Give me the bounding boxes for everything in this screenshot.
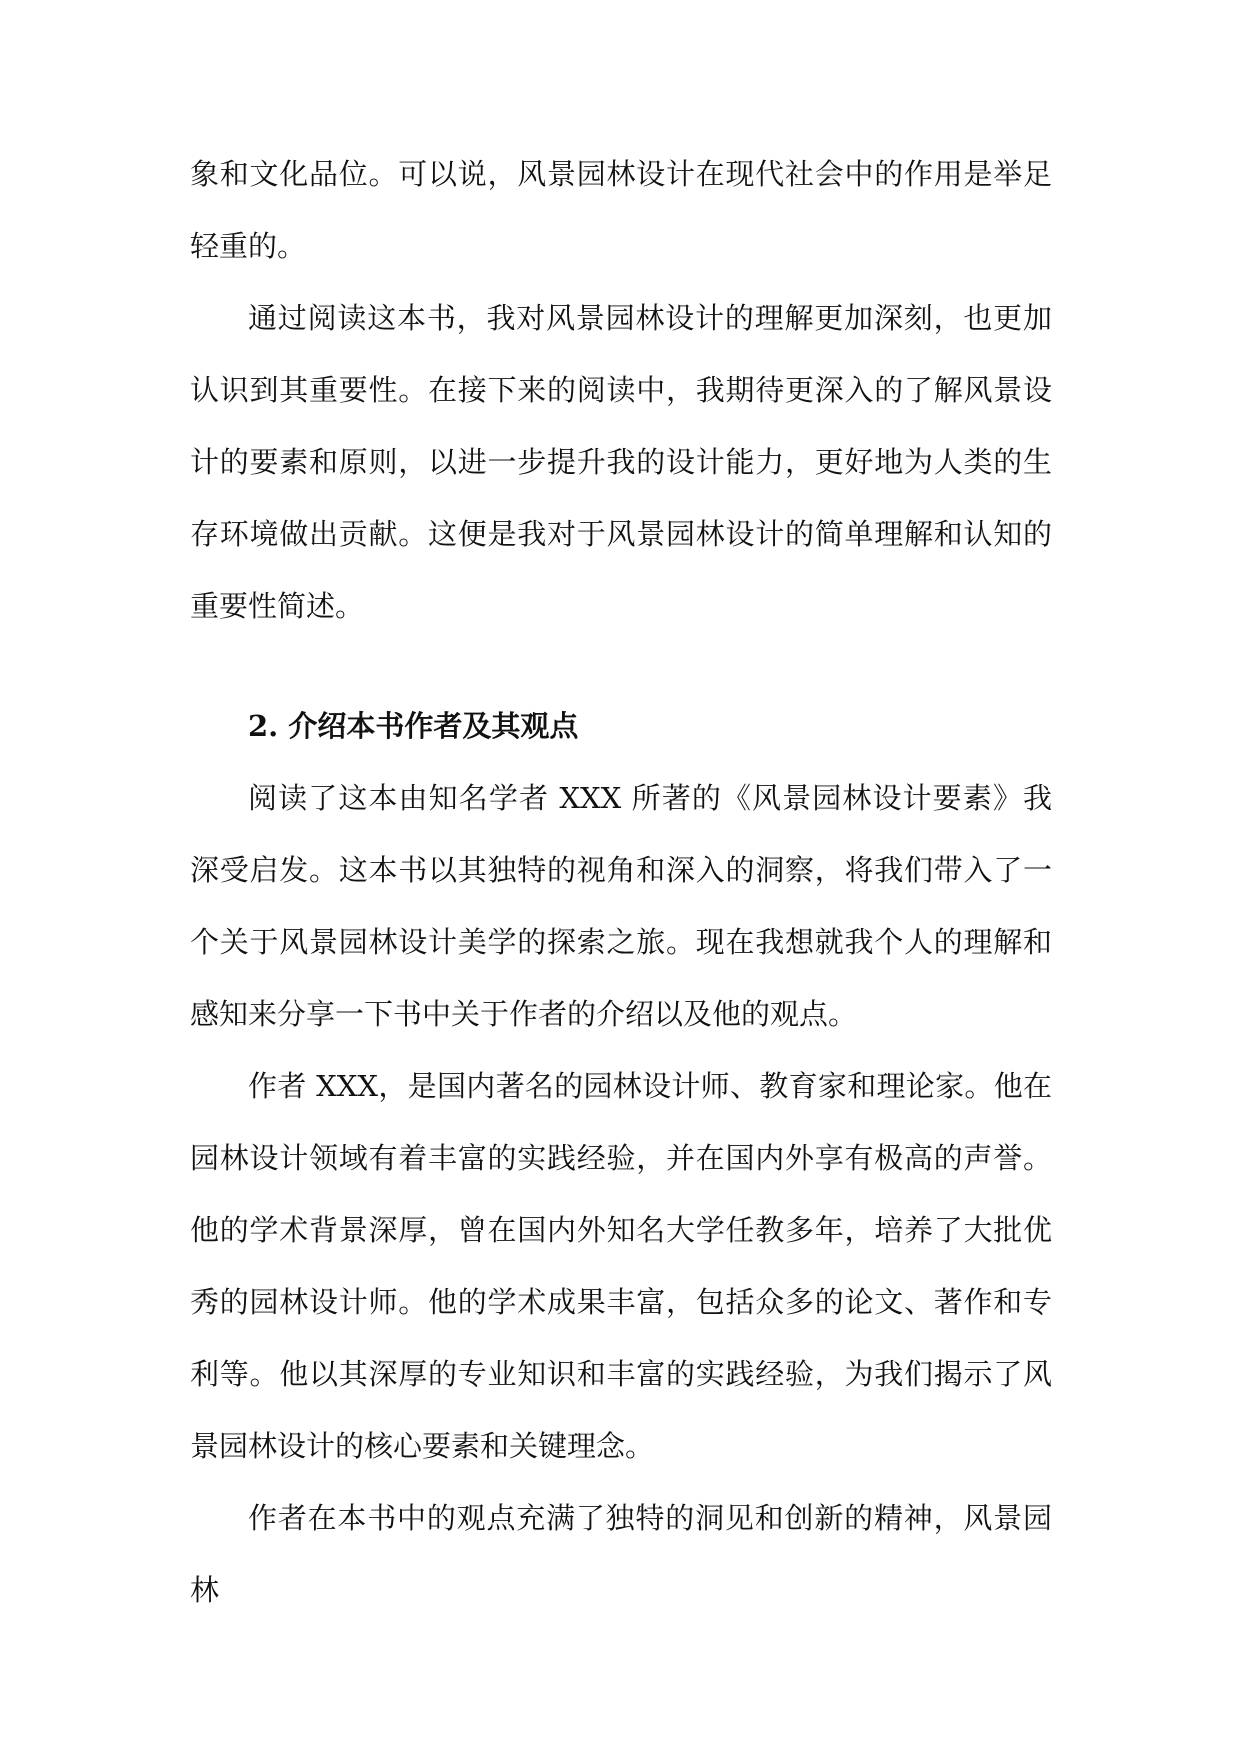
paragraph-author-bio: 作者 XXX，是国内著名的园林设计师、教育家和理论家。他在园林设计领域有着丰富的实践经验，并在国内外享有极高的声誉。他的学术背景深厚，曾在国内外知名大学任教多年，培养了大批优秀的园林设计师。他的学术成果丰富，包括众多的论文、著作和专利等。他以其深厚的专业知识和丰富的实践经验，为我们揭示了风景园林设计的核心要素和关键理念。 (190, 1069, 1052, 1463)
paragraph-reading-reflection: 通过阅读这本书，我对风景园林设计的理解更加深刻，也更加认识到其重要性。在接下来的阅读中，我期待更深入的了解风景设计的要素和原则，以进一步提升我的设计能力，更好地为人类的生存环境做出贡献。这便是我对于风景园林设计的简单理解和认知的重要性简述。 (190, 301, 1052, 623)
paragraph-book-intro: 阅读了这本由知名学者 XXX 所著的《风景园林设计要素》我深受启发。这本书以其独特的视角和深入的洞察，将我们带入了一个关于风景园林设计美学的探索之旅。现在我想就我个人的理解和感知来分享一下书中关于作者的介绍以及他的观点。 (190, 781, 1052, 1031)
paragraph-continued: 象和文化品位。可以说，风景园林设计在现代社会中的作用是举足轻重的。 (190, 157, 1052, 263)
paragraph-author-views: 作者在本书中的观点充满了独特的洞见和创新的精神，风景园林 (190, 1501, 1052, 1607)
document-page (190, 138, 1052, 1626)
section-heading: 2. 介绍本书作者及其观点 (248, 709, 579, 743)
